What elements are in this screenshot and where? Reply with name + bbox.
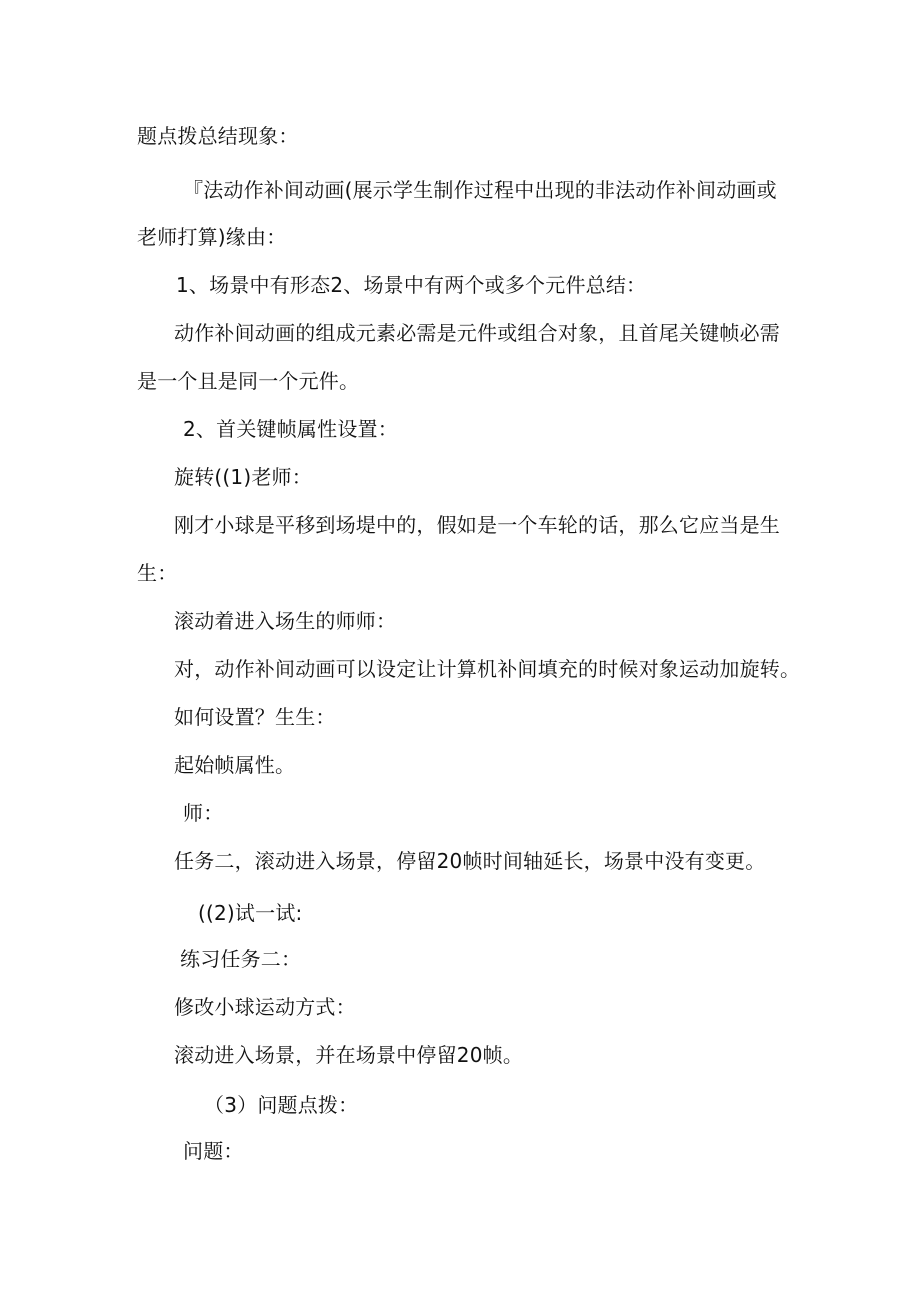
text-line-18: 练习任务二：: [180, 947, 302, 971]
text-line-7: 2、首关键帧属性设置：: [183, 417, 398, 441]
text-line-13: 如何设置？生生：: [174, 705, 336, 729]
text-line-10: 生：: [137, 561, 178, 585]
text-line-11: 滚动着进入场生的师师：: [174, 609, 397, 633]
text-line-4: 1、场景中有形态2、场景中有两个或多个元件总结：: [176, 273, 647, 297]
text-line-19: 修改小球运动方式：: [174, 995, 356, 1019]
text-line-17: ((2)试一试:: [198, 901, 303, 925]
text-line-9: 刚才小球是平移到场堤中的，假如是一个车轮的话，那么它应当是生: [174, 513, 780, 537]
text-line-21: （3）问题点拨：: [204, 1093, 359, 1117]
text-line-8: 旋转((1)老师：: [174, 465, 312, 489]
text-line-14: 起始帧属性。: [174, 753, 296, 777]
text-line-1: 题点拨总结现象：: [137, 124, 299, 148]
text-line-12: 对，动作补间动画可以设定让计算机补间填充的时候对象运动加旋转。: [174, 657, 801, 681]
text-line-22: 问题：: [183, 1139, 244, 1163]
text-line-5: 动作补间动画的组成元素必需是元件或组合对象，且首尾关键帧必需: [174, 321, 780, 345]
text-line-16: 任务二，滚动进入场景，停留20帧时间轴延长，场景中没有变更。: [174, 849, 766, 873]
text-line-2: 『法动作补间动画(展示学生制作过程中出现的非法动作补间动画或: [183, 178, 777, 202]
text-line-3: 老师打算)缘由：: [137, 225, 287, 249]
text-line-6: 是一个且是同一个元件。: [137, 369, 360, 393]
text-line-15: 师：: [183, 801, 224, 825]
text-line-20: 滚动进入场景，并在场景中停留20帧。: [174, 1043, 524, 1067]
